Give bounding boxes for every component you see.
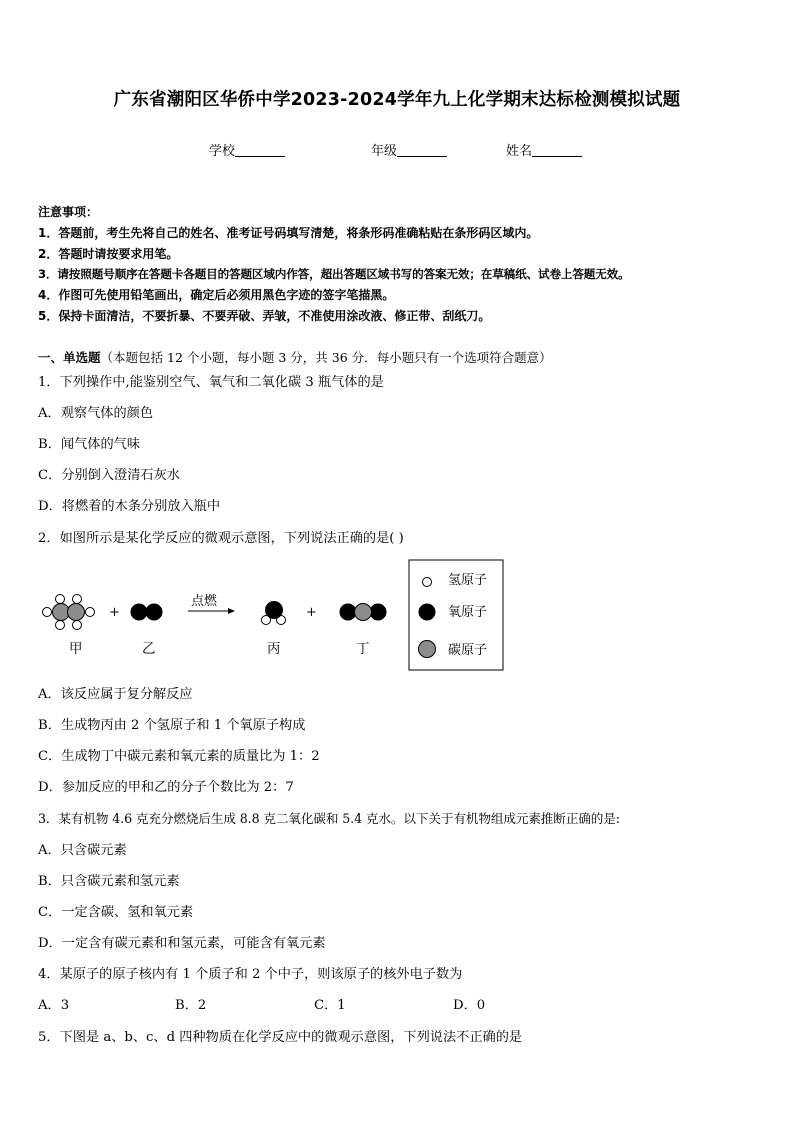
notes-block [38,202,630,327]
legend-carbon: 碳原子 [448,643,488,658]
molecule-ding [340,604,387,621]
note-item: 1．答题前，考生先将自己的姓名、准考证号码填写清楚，将条形码准确粘贴在条形码区域内。 [38,225,539,240]
hydrogen-atom-icon [423,578,432,587]
legend-box [409,560,503,670]
name-blank[interactable] [532,143,582,157]
note-item: 5．保持卡面清洁，不要折暴、不要弄破、弄皱，不准使用涂改液、修正带、刮纸刀。 [38,308,491,323]
legend-oxygen: 氧原子 [448,605,488,620]
oxygen-atom-icon [146,604,163,621]
oxygen-atom-icon [419,604,436,621]
molecule-bing [262,602,286,625]
q4-option-a[interactable]: A．3 [38,998,70,1013]
q3-stem: 3．某有机物 4.6 克充分燃烧后生成 8.8 克二氧化碳和 5.4 克水。以下关于有机物组成元素推断正确的是: [38,811,620,826]
section-desc: （本题包括 12 个小题，每小题 3 分，共 36 分．每小题只有一个选项符合题意） [100,350,552,365]
q2-option-c[interactable]: C．生成物丁中碳元素和氧元素的质量比为 1：2 [38,749,320,764]
oxygen-atom-icon [131,604,148,621]
q1-option-c[interactable]: C．分别倒入澄清石灰水 [38,468,180,483]
hydrogen-atom-icon [73,621,82,630]
name-field [506,140,582,159]
q3-option-a[interactable]: A．只含碳元素 [38,843,127,858]
plus-sign: + [306,605,317,620]
oxygen-atom-icon [370,604,387,621]
hydrogen-atom-icon [73,595,82,604]
oxygen-atom-icon [266,602,283,619]
q1-option-a[interactable]: A．观察气体的颜色 [38,406,154,421]
notes-heading: 注意事项： [38,205,99,219]
molecule-yi [131,604,163,621]
carbon-atom-icon [68,604,85,621]
section-heading [38,348,552,366]
q3-option-d[interactable]: D．一定含有碳元素和和氢元素，可能含有氧元素 [38,936,326,951]
arrow-head-icon [228,608,235,614]
label-yi: 乙 [142,641,156,657]
label-ding: 丁 [356,641,370,657]
q5-stem: 5．下图是 a、b、c、d 四种物质在化学反应中的微观示意图，下列说法不正确的是 [38,1030,523,1045]
q2-option-a[interactable]: A．该反应属于复分解反应 [38,687,193,702]
q4-option-d[interactable]: D．0 [453,998,486,1013]
grade-field [371,140,447,159]
oxygen-atom-icon [340,604,357,621]
hydrogen-atom-icon [86,608,95,617]
hydrogen-atom-icon [56,621,65,630]
q2-stem: 2．如图所示是某化学反应的微观示意图，下列说法正确的是( ) [38,531,404,546]
hydrogen-atom-icon [43,608,52,617]
note-item: 3．请按照题号顺序在答题卡各题目的答题区域内作答，超出答题区域书写的答案无效；在草稿纸、试卷上答题无效。 [38,267,630,282]
plus-sign: + [109,605,120,620]
school-label: 学校 [209,144,236,159]
q3-option-b[interactable]: B．只含碳元素和氢元素 [38,874,180,889]
q4-option-c[interactable]: C．1 [314,998,346,1013]
q1-stem: 1．下列操作中,能鉴别空气、氧气和二氧化碳 3 瓶气体的是 [38,375,384,390]
section-title: 一、单选题 [38,350,101,365]
carbon-atom-icon [53,604,70,621]
name-label: 姓名 [506,144,533,159]
label-jia: 甲 [69,641,83,657]
reaction-condition: 点燃 [191,594,218,609]
legend-hydrogen: 氢原子 [448,573,488,588]
q3-option-c[interactable]: C．一定含碳、氢和氧元素 [38,905,194,920]
school-blank[interactable] [235,143,285,157]
grade-blank[interactable] [397,143,447,157]
q2-option-d[interactable]: D．参加反应的甲和乙的分子个数比为 2：7 [38,780,294,795]
q4-stem: 4．某原子的原子核内有 1 个质子和 2 个中子，则该原子的核外电子数为 [38,967,463,982]
note-item: 2．答题时请按要求用笔。 [38,246,179,261]
q1-option-b[interactable]: B．闻气体的气味 [38,437,141,452]
q4-option-b[interactable]: B．2 [175,998,207,1013]
note-item: 4．作图可先使用铅笔画出，确定后必须用黑色字迹的签字笔描黑。 [38,288,395,303]
q2-option-b[interactable]: B．生成物丙由 2 个氢原子和 1 个氧原子构成 [38,718,306,733]
hydrogen-atom-icon [56,595,65,604]
grade-label: 年级 [371,144,398,159]
label-bing: 丙 [267,641,281,657]
carbon-atom-icon [355,604,372,621]
molecule-jia [43,595,95,630]
reaction-diagram [0,555,794,675]
carbon-atom-icon [419,641,436,658]
q1-option-d[interactable]: D．将燃着的木条分别放入瓶中 [38,499,221,514]
school-field [209,140,285,159]
page-title: 广东省潮阳区华侨中学2023-2024学年九上化学期末达标检测模拟试题 [113,90,681,110]
